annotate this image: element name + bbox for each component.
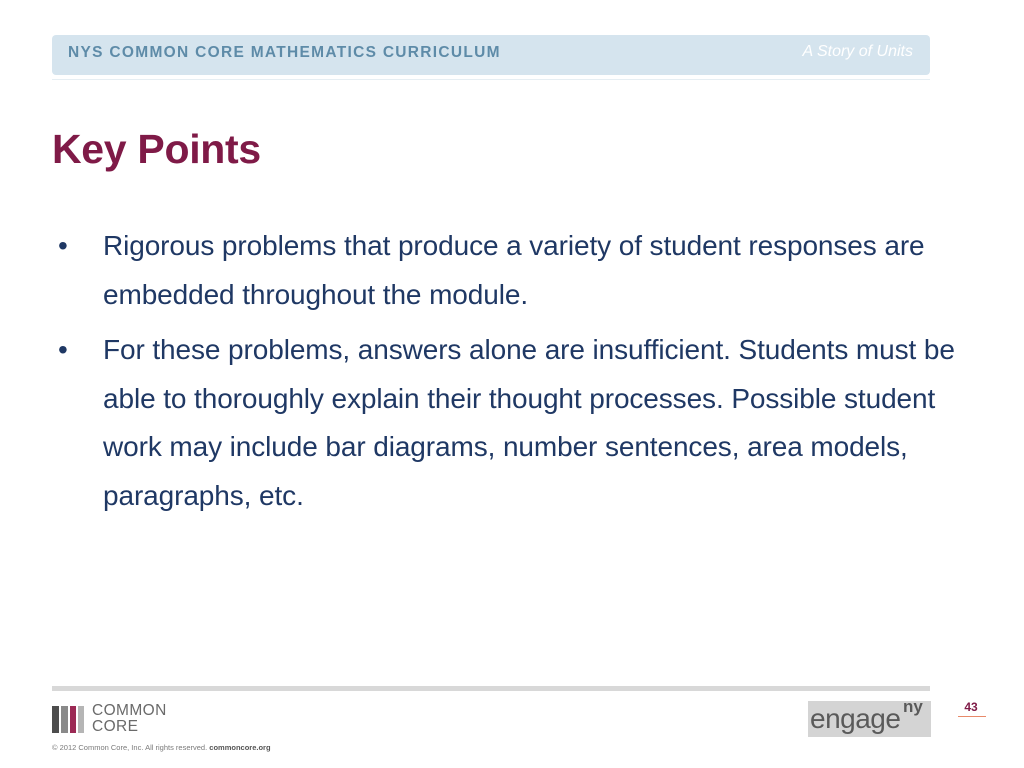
bullet-list [52,222,972,527]
common-core-logo-icon [52,706,85,733]
bullet-icon: • [58,230,68,261]
bullet-item [52,326,972,520]
bullet-text: For these problems, answers alone are insufficient. Students must be able to thoroughly explain their thought processes. Possible student work may include bar diagrams, number sentences, area models, paragraphs, etc. [103,334,955,511]
copyright-text: © 2012 Common Core, Inc. All rights reserved. [52,743,208,752]
bullet-icon: • [58,334,68,365]
logo-line-1: COMMON [92,702,167,719]
logo-line-2: CORE [92,718,139,735]
engage-logo-superscript: ny [903,697,923,716]
header-divider [52,79,930,80]
bullet-text: Rigorous problems that produce a variety of student responses are embedded throughout the module. [103,230,925,310]
copyright-notice [52,743,271,752]
bullet-item [52,222,972,319]
page-number: 43 [964,700,978,714]
engage-ny-logo [808,697,931,737]
common-core-logo-text [92,703,167,735]
page-number-underline [958,716,986,717]
story-title: A Story of Units [802,43,913,60]
slide-title: Key Points [52,126,261,172]
curriculum-title: NYS COMMON CORE MATHEMATICS CURRICULUM [68,44,501,61]
footer-divider [52,686,930,691]
commoncore-link[interactable]: commoncore.org [209,743,271,752]
engage-logo-text: engage [810,703,901,734]
